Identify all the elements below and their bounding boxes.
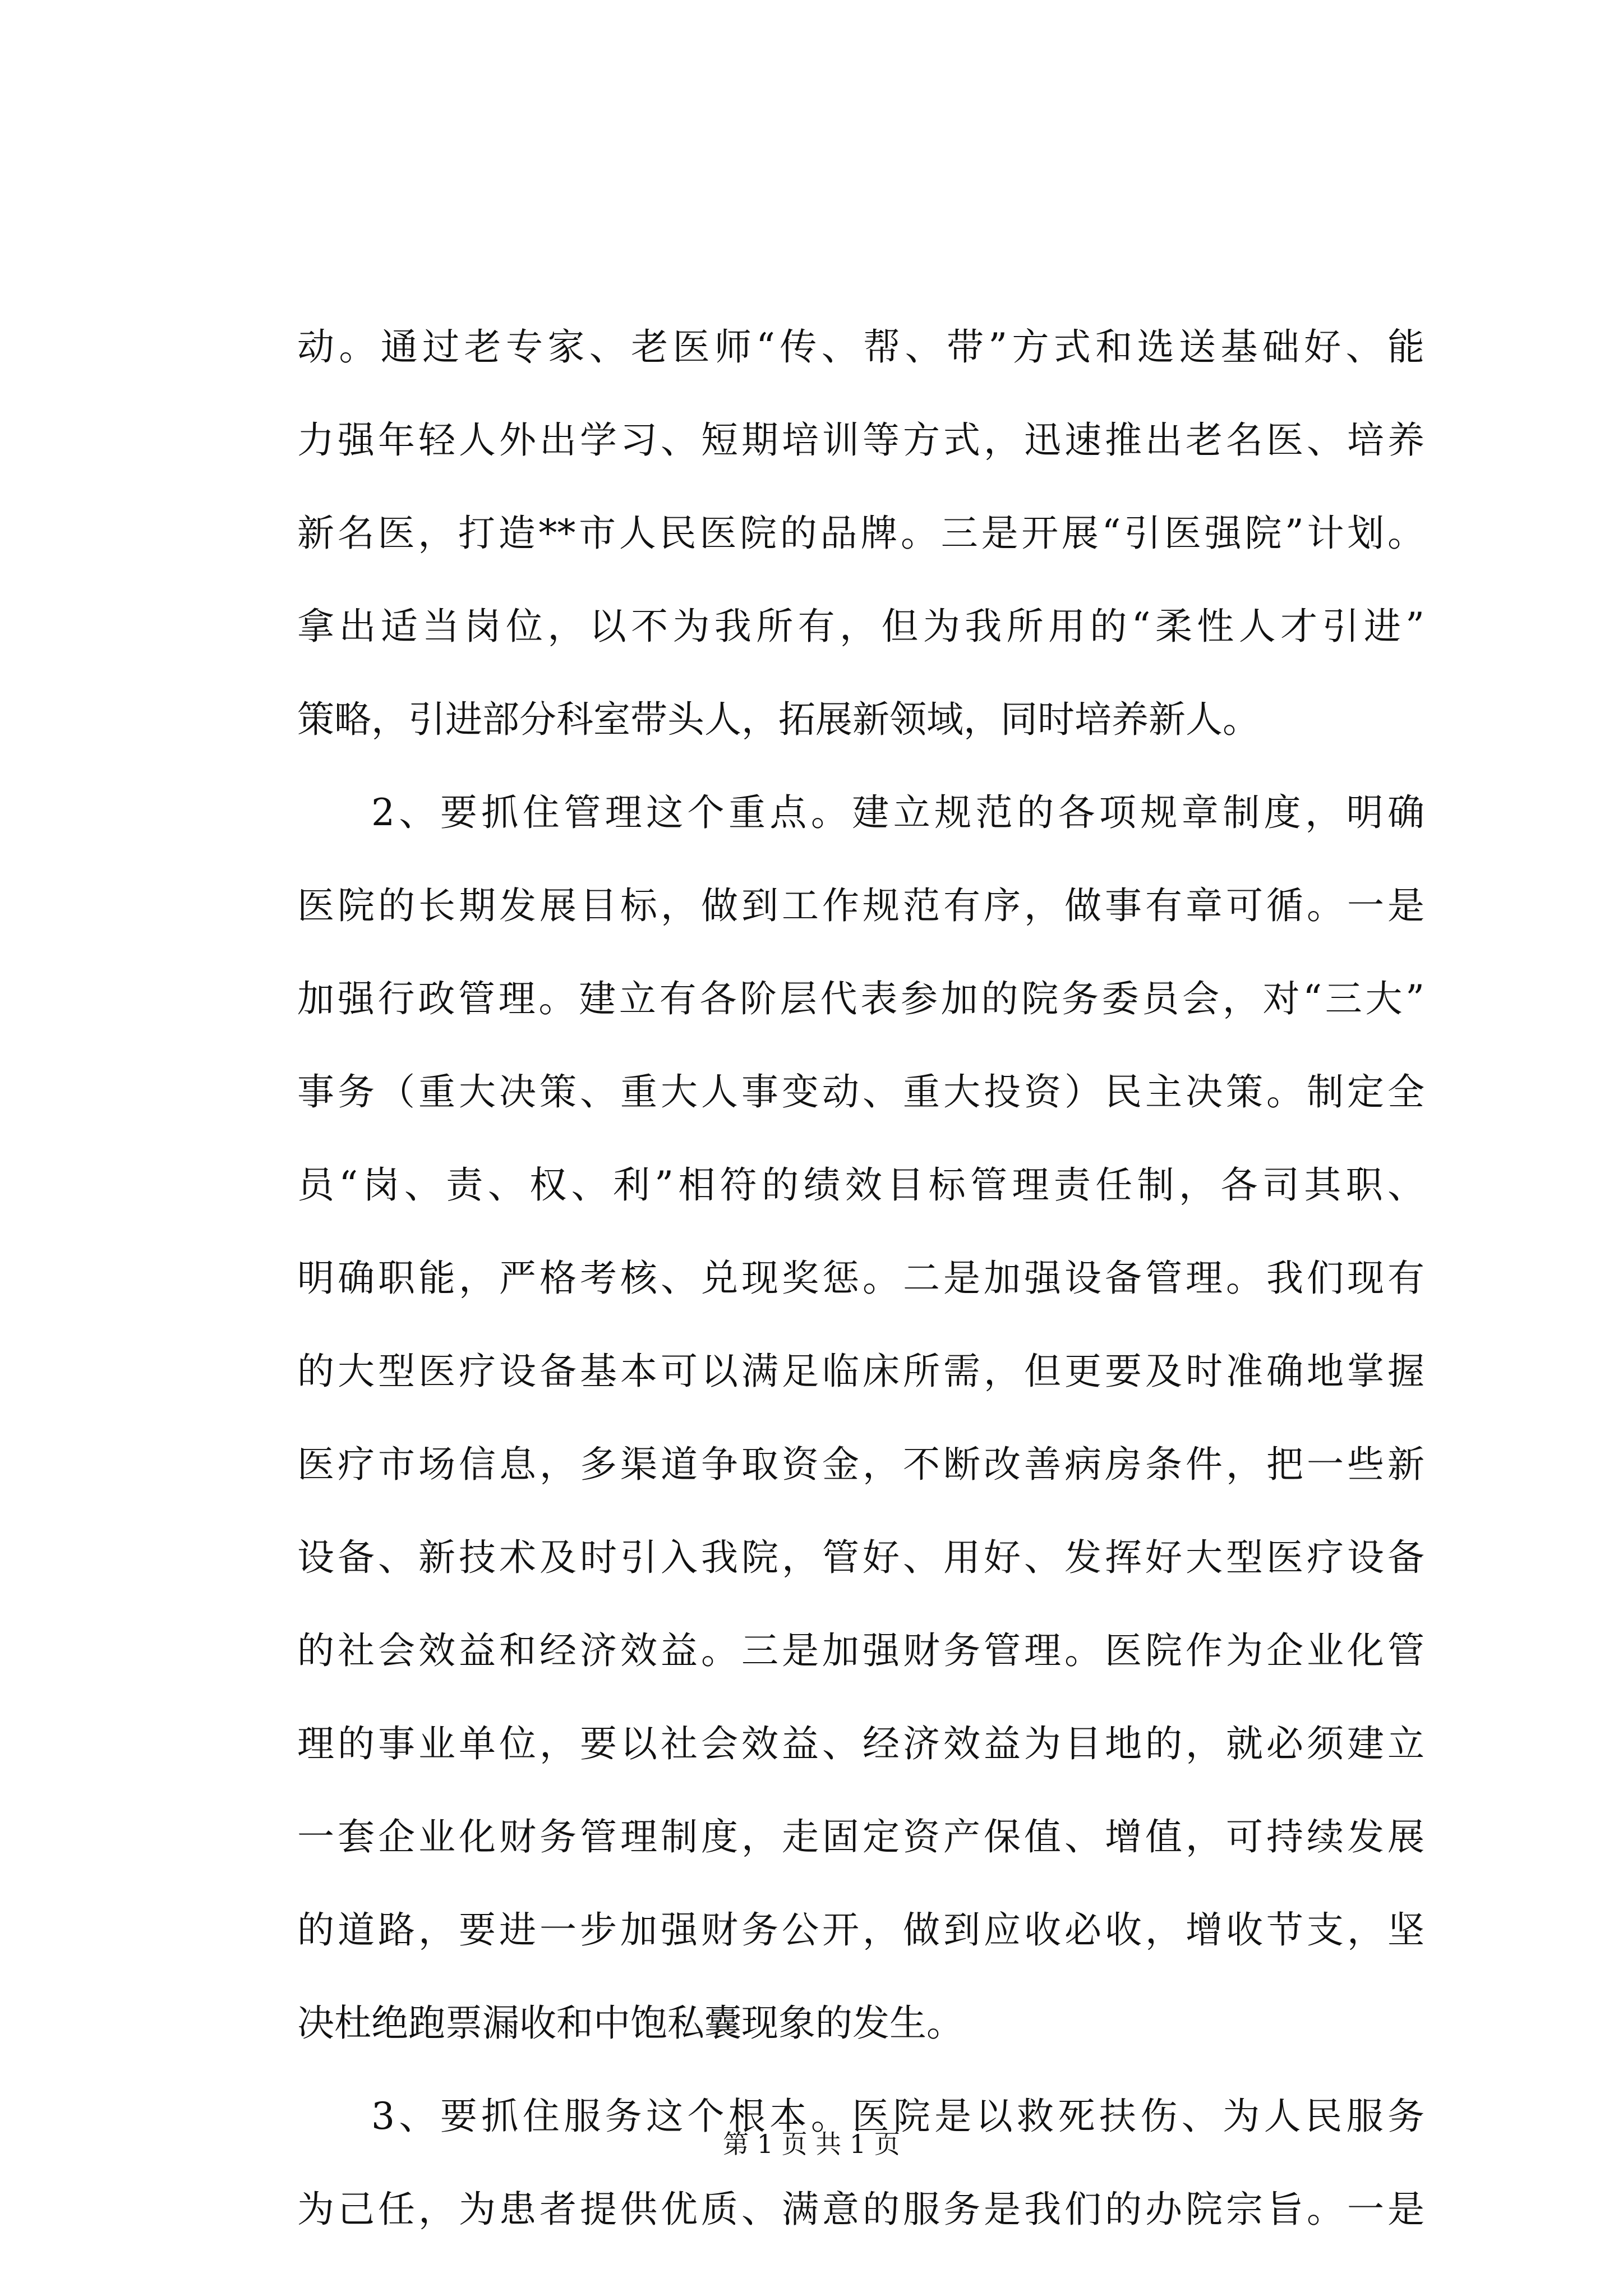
text-line: 一套企业化财务管理制度，走固定资产保值、增值，可持续发展 [297, 1815, 1424, 1858]
text-line: 策略，引进部分科室带头人，拓展新领域，同时培养新人。 [297, 698, 1260, 741]
text-line: 的道路，要进一步加强财务公开，做到应收必收，增收节支，坚 [297, 1908, 1424, 1952]
text-line: 事务（重大决策、重大人事变动、重大投资）民主决策。制定全 [297, 1070, 1424, 1114]
page-footer [0, 2127, 1623, 2161]
text-line: 新名医，打造**市人民医院的品牌。三是开展“引医强院”计划。 [297, 512, 1424, 555]
text-line: 员“岗、责、权、利”相符的绩效目标管理责任制，各司其职、 [297, 1163, 1424, 1207]
text-line: 理的事业单位，要以社会效益、经济效益为目地的，就必须建立 [297, 1722, 1424, 1765]
text-line: 医疗市场信息，多渠道争取资金，不断改善病房条件，把一些新 [297, 1443, 1424, 1486]
page-number: 第 1 页 共 1 页 [723, 2129, 900, 2159]
text-line: 拿出适当岗位，以不为我所有，但为我所用的“柔性人才引进” [297, 605, 1424, 648]
text-line: 决杜绝跑票漏收和中饱私囊现象的发生。 [297, 2001, 963, 2045]
body-text [297, 310, 1424, 2265]
text-line: 明确职能，严格考核、兑现奖惩。二是加强设备管理。我们现有 [297, 1257, 1424, 1300]
text-line: 为己任，为患者提供优质、满意的服务是我们的办院宗旨。一是 [297, 2188, 1424, 2231]
text-line: 加强行政管理。建立有各阶层代表参加的院务委员会，对“三大” [297, 977, 1424, 1020]
text-line: 设备、新技术及时引入我院，管好、用好、发挥好大型医疗设备 [297, 1536, 1424, 1579]
paragraph-start-line: 2、要抓住管理这个重点。建立规范的各项规章制度，明确 [371, 791, 1424, 834]
text-line: 的社会效益和经济效益。三是加强财务管理。医院作为企业化管 [297, 1629, 1424, 1672]
text-line: 动。通过老专家、老医师“传、帮、带”方式和选送基础好、能 [297, 325, 1424, 369]
text-line: 医院的长期发展目标，做到工作规范有序，做事有章可循。一是 [297, 884, 1424, 927]
paragraph-start-line: 3、要抓住服务这个根本。医院是以救死扶伤、为人民服务 [371, 2095, 1424, 2138]
text-line: 力强年轻人外出学习、短期培训等方式，迅速推出老名医、培养 [297, 418, 1424, 462]
text-line: 的大型医疗设备基本可以满足临床所需，但更要及时准确地掌握 [297, 1350, 1424, 1393]
